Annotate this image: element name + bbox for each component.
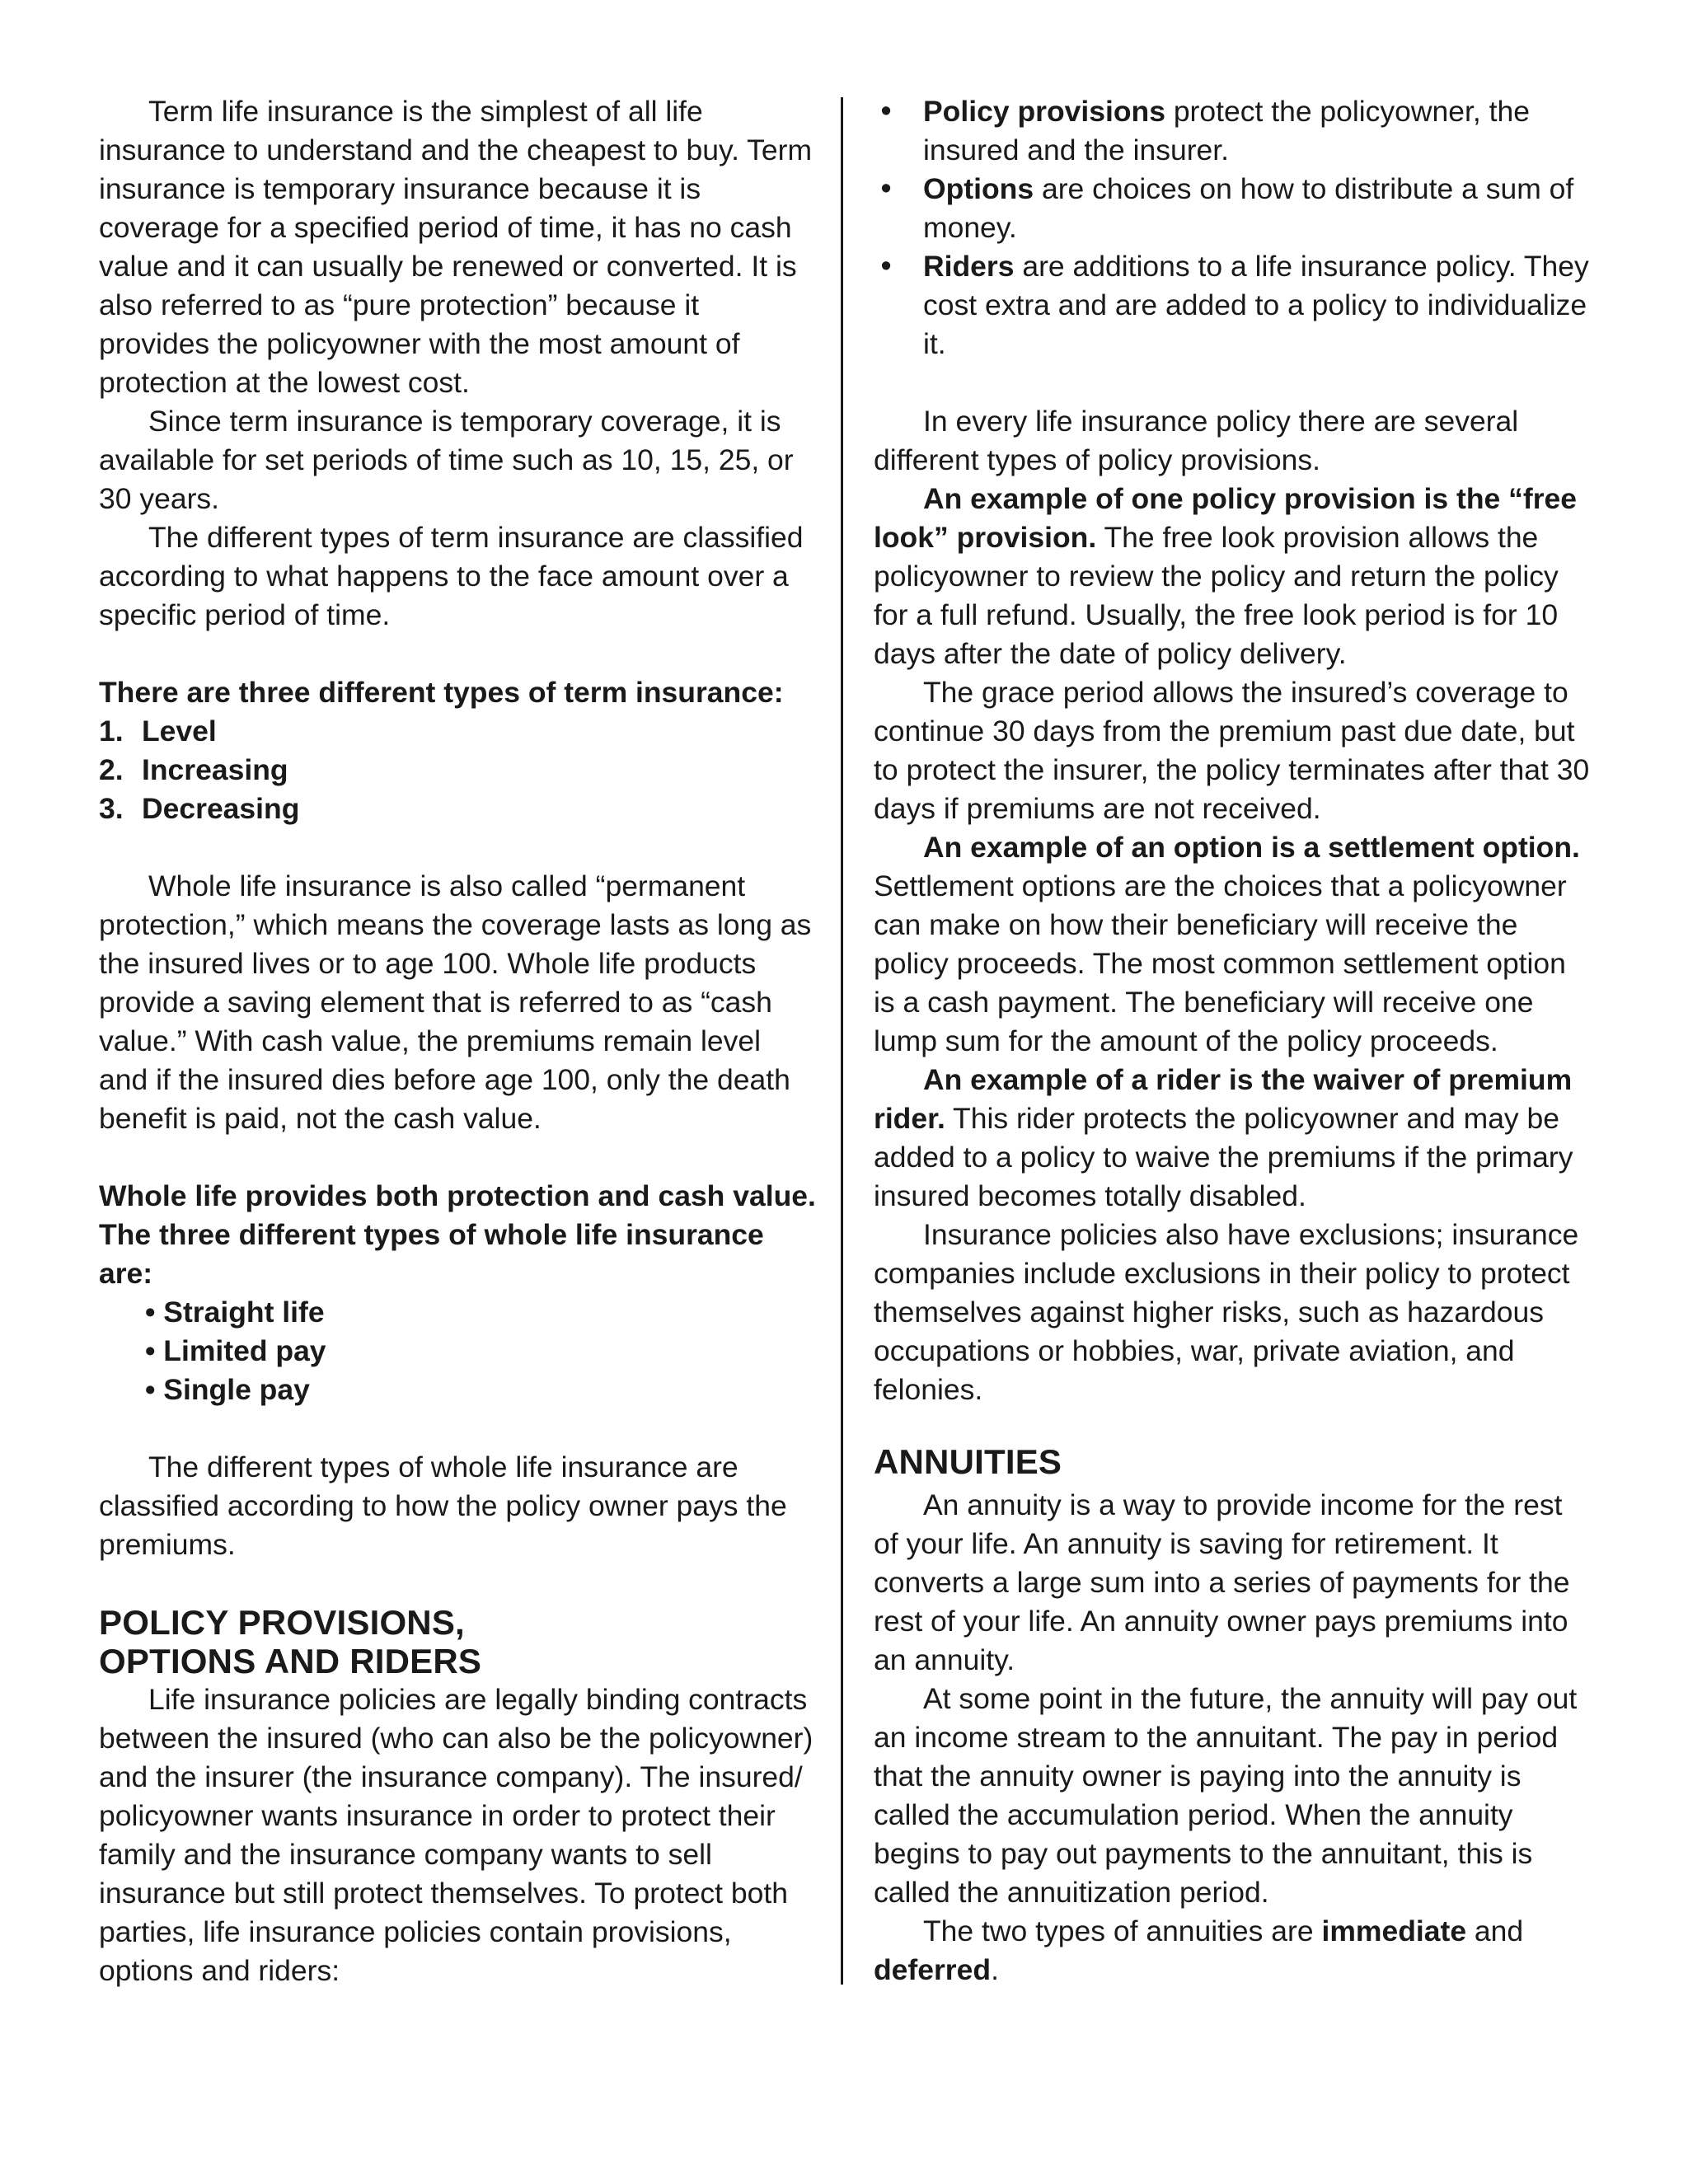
list-item: 1. Level: [99, 715, 217, 748]
paragraph-whole-life-classification: The different types of whole life insurance are classified according to how the policy owner pays the premiums.: [99, 1451, 787, 1561]
paragraph-whole-life-definition: Whole life insurance is also called “permanent protection,” which means the coverage lasts as long as the insured lives or to age 100. Whole life products provide a saving element that is referred to as “cash value.” With cash value, the premiums remain level and if the insured dies before age 100, only the death benefit is paid, not the cash value.: [99, 869, 812, 1135]
list-item: • Policy provisions protect the policyowner, the insured and the insurer.: [880, 94, 1530, 166]
term-types-list: [99, 712, 816, 828]
paragraph-term-periods: Since term insurance is temporary coverage, it is available for set periods of time such as 10, 15, 25, or 30 years.: [99, 405, 794, 515]
list-item: • Single pay: [145, 1373, 310, 1406]
whole-life-types-list: [99, 1293, 816, 1409]
term-types-heading: There are three different types of term insurance:: [99, 676, 784, 709]
list-item: • Riders are additions to a life insurance policy. They cost extra and are added to a policy to individualize it.: [880, 249, 1589, 360]
paragraph-free-look: An example of one policy provision is the “free look” provision. The free look provision allows the policyowner to review the policy and return the policy for a full refund. Usually, the free look period is for 10 days after the date of policy delivery.: [874, 482, 1578, 670]
paragraph-provisions-intro: Life insurance policies are legally binding contracts between the insured (who can also be the policyowner) and the insurer (the insurance company). The insured/ policyowner wants insurance in order to protect their family and the insurance company wants to sell insurance but still protect themselves. To protect both parties, life insurance policies contain provisions, options and riders:: [99, 1683, 814, 1987]
paragraph-annuity-types: The two types of annuities are immediate and deferred.: [874, 1915, 1524, 1986]
paragraph-annuity-definition: An annuity is a way to provide income for the rest of your life. An annuity is saving for retirement. It converts a large sum into a series of payments for the rest of your life. An annuity owner pays premiums into an annuity.: [874, 1488, 1570, 1676]
provisions-bullet-list: [874, 92, 1591, 363]
paragraph-annuity-periods: At some point in the future, the annuity will pay out an income stream to the annuitant. The pay in period that the annuity owner is paying into the annuity is called the accumulation period. When the annuity begins to pay out payments to the annuitant, this is called the annuitization period.: [874, 1682, 1578, 1909]
column-divider: [841, 97, 843, 1985]
list-item: • Limited pay: [145, 1334, 326, 1367]
paragraph-settlement-option: An example of an option is a settlement option. Settlement options are the choices that a policyowner can make on how their beneficiary will receive the policy proceeds. The most common settlement option is a cash payment. The beneficiary will receive one lump sum for the amount of the policy proceeds.: [874, 831, 1580, 1057]
whole-life-heading-line2: The three different types of whole life insurance are:: [99, 1218, 764, 1290]
list-item: • Options are choices on how to distribute a sum of money.: [880, 171, 1574, 244]
left-column: [99, 92, 816, 1990]
list-item: • Straight life: [145, 1296, 325, 1329]
right-column: [874, 92, 1591, 1990]
paragraph-waiver-rider: An example of a rider is the waiver of premium rider. This rider protects the policyowner and may be added to a policy to waive the premiums if the primary insured becomes totally disabled.: [874, 1063, 1573, 1212]
paragraph-policy-provisions: In every life insurance policy there are several different types of policy provisions.: [874, 405, 1519, 476]
list-item: 3. Decreasing: [99, 792, 300, 825]
list-item: 2. Increasing: [99, 753, 288, 786]
section-heading-annuities: ANNUITIES: [874, 1442, 1062, 1481]
whole-life-heading-line1: Whole life provides both protection and cash value.: [99, 1179, 816, 1212]
paragraph-term-definition: Term life insurance is the simplest of all life insurance to understand and the cheapest to buy. Term insurance is temporary insurance because it is coverage for a specified period of time, it has no cash value and it can usually be renewed or converted. It is also referred to as “pure protection” because it provides the policyowner with the most amount of protection at the lowest cost.: [99, 95, 813, 399]
paragraph-exclusions: Insurance policies also have exclusions; insurance companies include exclusions in their policy to protect themselves against higher risks, such as hazardous occupations or hobbies, war, private aviation, and felonies.: [874, 1218, 1579, 1406]
section-heading-policy-provisions: POLICY PROVISIONS, OPTIONS AND RIDERS: [99, 1603, 482, 1680]
paragraph-term-classification: The different types of term insurance are classified according to what happens to the face amount over a specific period of time.: [99, 521, 804, 631]
paragraph-grace-period: The grace period allows the insured’s coverage to continue 30 days from the premium past due date, but to protect the insurer, the policy terminates after that 30 days if premiums are not received.: [874, 676, 1590, 825]
